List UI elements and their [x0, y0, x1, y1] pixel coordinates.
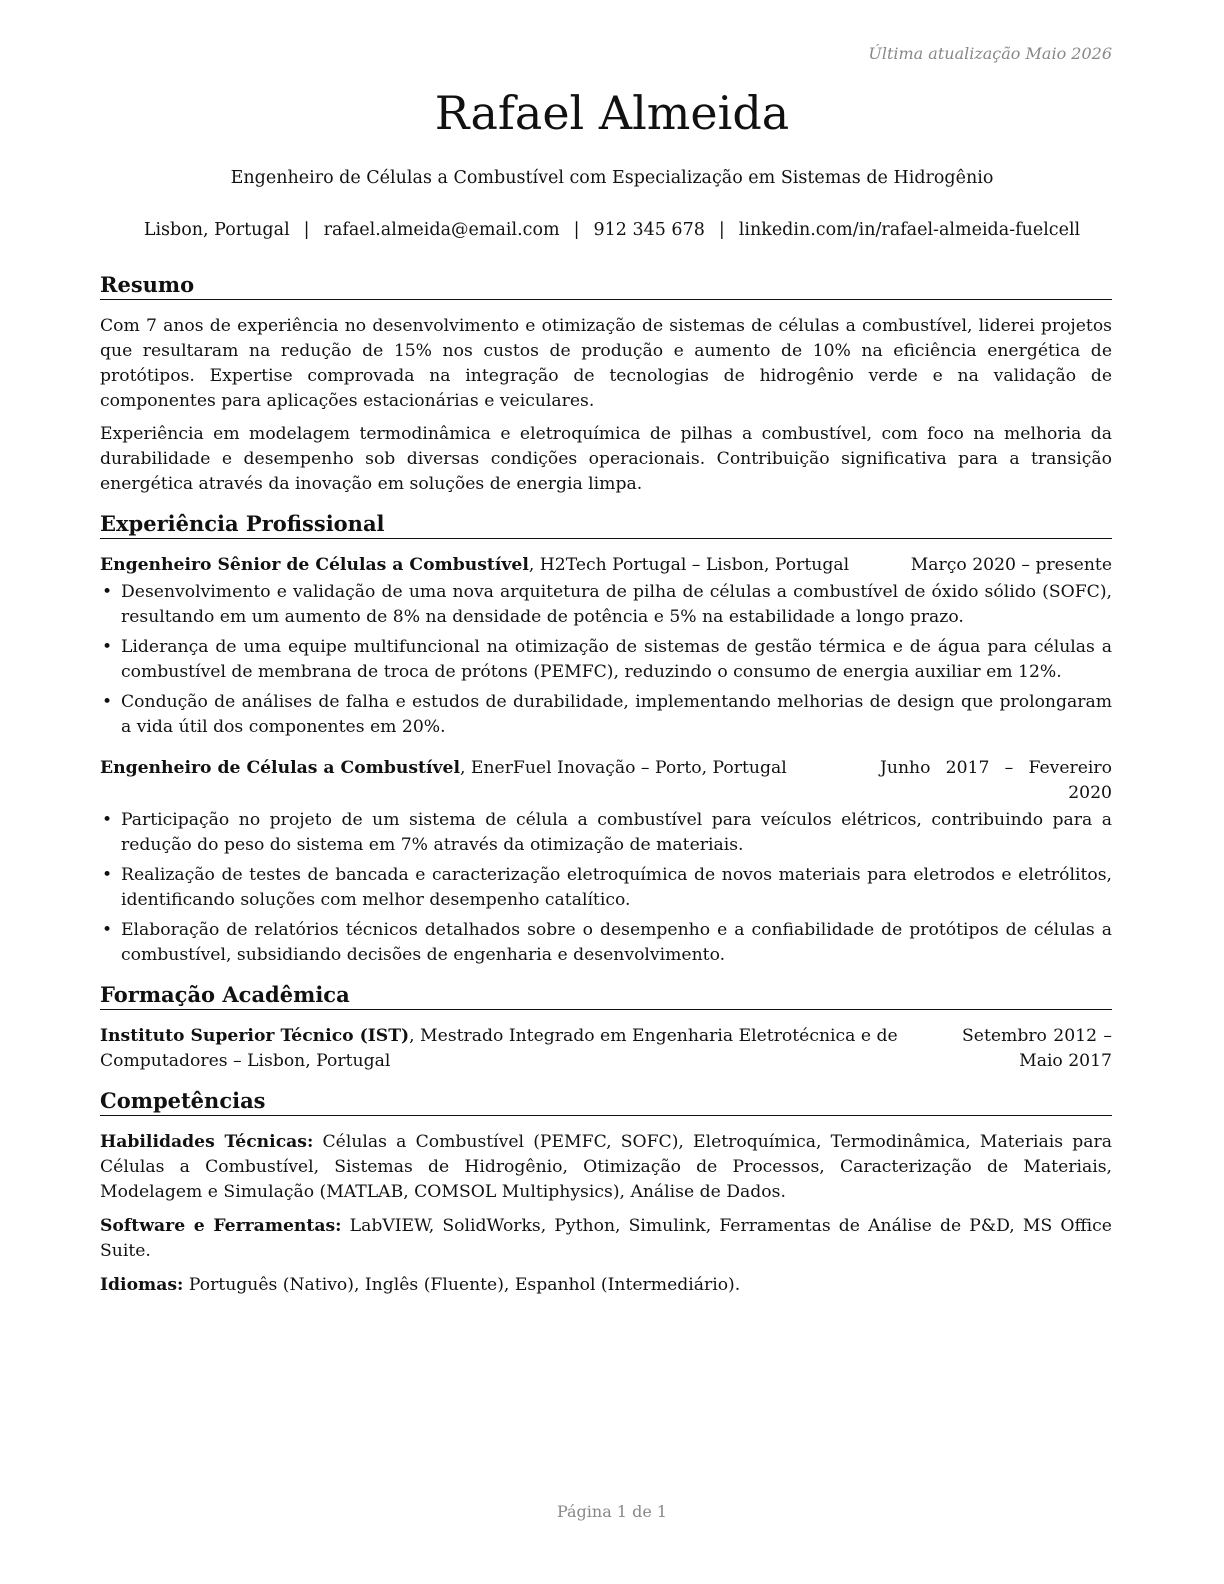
section-title-skills: Competências	[100, 1088, 1112, 1116]
contact-separator: |	[303, 220, 310, 240]
contact-phone: 912 345 678	[593, 220, 705, 240]
education-degree: , Mestrado Integrado em Engenharia Eletrotécnica e de Computadores – Lisbon, Portugal	[100, 1026, 898, 1071]
contact-separator: |	[573, 220, 580, 240]
job-company: , H2Tech Portugal – Lisbon, Portugal	[528, 555, 850, 575]
job-dates: Março 2020 – presente	[910, 555, 1112, 575]
contact-line	[0, 220, 1224, 240]
skill-row	[100, 1214, 1112, 1264]
job-bullets	[100, 580, 1112, 740]
education-school: Instituto Superior Técnico (IST)	[100, 1026, 410, 1046]
job-role: Engenheiro de Células a Combustível	[100, 758, 460, 778]
section-title-education: Formação Acadêmica	[100, 982, 1112, 1010]
page-number: Página 1 de 1	[556, 1502, 668, 1521]
job-role: Engenheiro Sênior de Células a Combustível	[100, 555, 529, 575]
section-title-summary: Resumo	[100, 272, 1112, 300]
job-entry	[100, 756, 1112, 968]
skill-text: Português (Nativo), Inglês (Fluente), Espanhol (Intermediário).	[183, 1275, 741, 1295]
list-item: • Liderança de uma equipe multifuncional na otimização de sistemas de gestão térmica e de água para células a combustível de membrana de troca de prótons (PEMFC), reduzindo o consumo de energia auxiliar em 12%.	[100, 635, 1112, 685]
candidate-headline: Engenheiro de Células a Combustível com Especialização em Sistemas de Hidrogênio	[230, 168, 994, 188]
skill-text: LabVIEW, SolidWorks, Python, Simulink, Ferramentas de Análise de P&D, MS Office Suite.	[100, 1216, 1112, 1261]
list-item: • Condução de análises de falha e estudos de durabilidade, implementando melhorias de design que prolongaram a vida útil dos componentes em 20%.	[100, 690, 1112, 740]
job-company: , EnerFuel Inovação – Porto, Portugal	[459, 758, 787, 778]
job-entry	[100, 553, 1112, 740]
job-dates: Junho 2017 – Fevereiro 2020	[880, 758, 1112, 803]
summary-section	[100, 272, 1112, 497]
contact-location: Lisbon, Portugal	[143, 220, 290, 240]
list-item: • Elaboração de relatórios técnicos detalhados sobre o desempenho e a confiabilidade de protótipos de células a combustível, subsidiando decisões de engenharia e desenvolvimento.	[100, 918, 1112, 968]
summary-paragraph: Com 7 anos de experiência no desenvolvimento e otimização de sistemas de células a combustível, liderei projetos que resultaram na redução de 15% nos custos de produção e aumento de 10% na eficiência energética de protótipos. Expertise comprovada na integração de tecnologias de hidrogênio verde e na validação de componentes para aplicações estacionárias e veiculares.	[100, 316, 1112, 411]
contact-separator: |	[718, 220, 725, 240]
job-header	[100, 756, 1112, 806]
skill-row	[100, 1273, 1112, 1298]
job-header	[100, 553, 1112, 578]
contact-email[interactable]: rafael.almeida@email.com	[323, 220, 560, 240]
list-item: • Desenvolvimento e validação de uma nova arquitetura de pilha de células a combustível de óxido sólido (SOFC), resultando em um aumento de 8% na densidade de potência e 5% na estabilidade a longo prazo.	[100, 580, 1112, 630]
skill-label: Habilidades Técnicas:	[100, 1132, 314, 1152]
summary-paragraph: Experiência em modelagem termodinâmica e eletroquímica de pilhas a combustível, com foco na melhoria da durabilidade e desempenho sob diversas condições operacionais. Contribuição significativa para a transição energética através da inovação em soluções de energia limpa.	[100, 424, 1112, 494]
last-updated: Última atualização Maio 2026	[868, 44, 1112, 63]
job-bullets	[100, 808, 1112, 968]
skill-text: Células a Combustível (PEMFC, SOFC), Eletroquímica, Termodinâmica, Materiais para Células a Combustível, Sistemas de Hidrogênio, Otimização de Processos, Caracterização de Materiais, Modelagem e Simulação (MATLAB, COMSOL Multiphysics), Análise de Dados.	[100, 1132, 1112, 1202]
candidate-name: Rafael Almeida	[434, 86, 790, 140]
skill-row	[100, 1130, 1112, 1205]
skills-section	[100, 1088, 1112, 1298]
list-item: • Participação no projeto de um sistema de célula a combustível para veículos elétricos, contribuindo para a redução do peso do sistema em 7% através da otimização de materiais.	[100, 808, 1112, 858]
resume-body	[100, 272, 1112, 1312]
skill-label: Idiomas:	[100, 1275, 184, 1295]
contact-linkedin[interactable]: linkedin.com/in/rafael-almeida-fuelcell	[738, 220, 1081, 240]
list-item: • Realização de testes de bancada e caracterização eletroquímica de novos materiais para eletrodos e eletrólitos, identificando soluções com melhor desempenho catalítico.	[100, 863, 1112, 913]
experience-section	[100, 511, 1112, 968]
education-dates: Setembro 2012 – Maio 2017	[962, 1026, 1112, 1071]
education-section	[100, 982, 1112, 1074]
education-entry	[100, 1024, 1112, 1074]
section-title-experience: Experiência Profissional	[100, 511, 1112, 539]
skill-label: Software e Ferramentas:	[100, 1216, 342, 1236]
